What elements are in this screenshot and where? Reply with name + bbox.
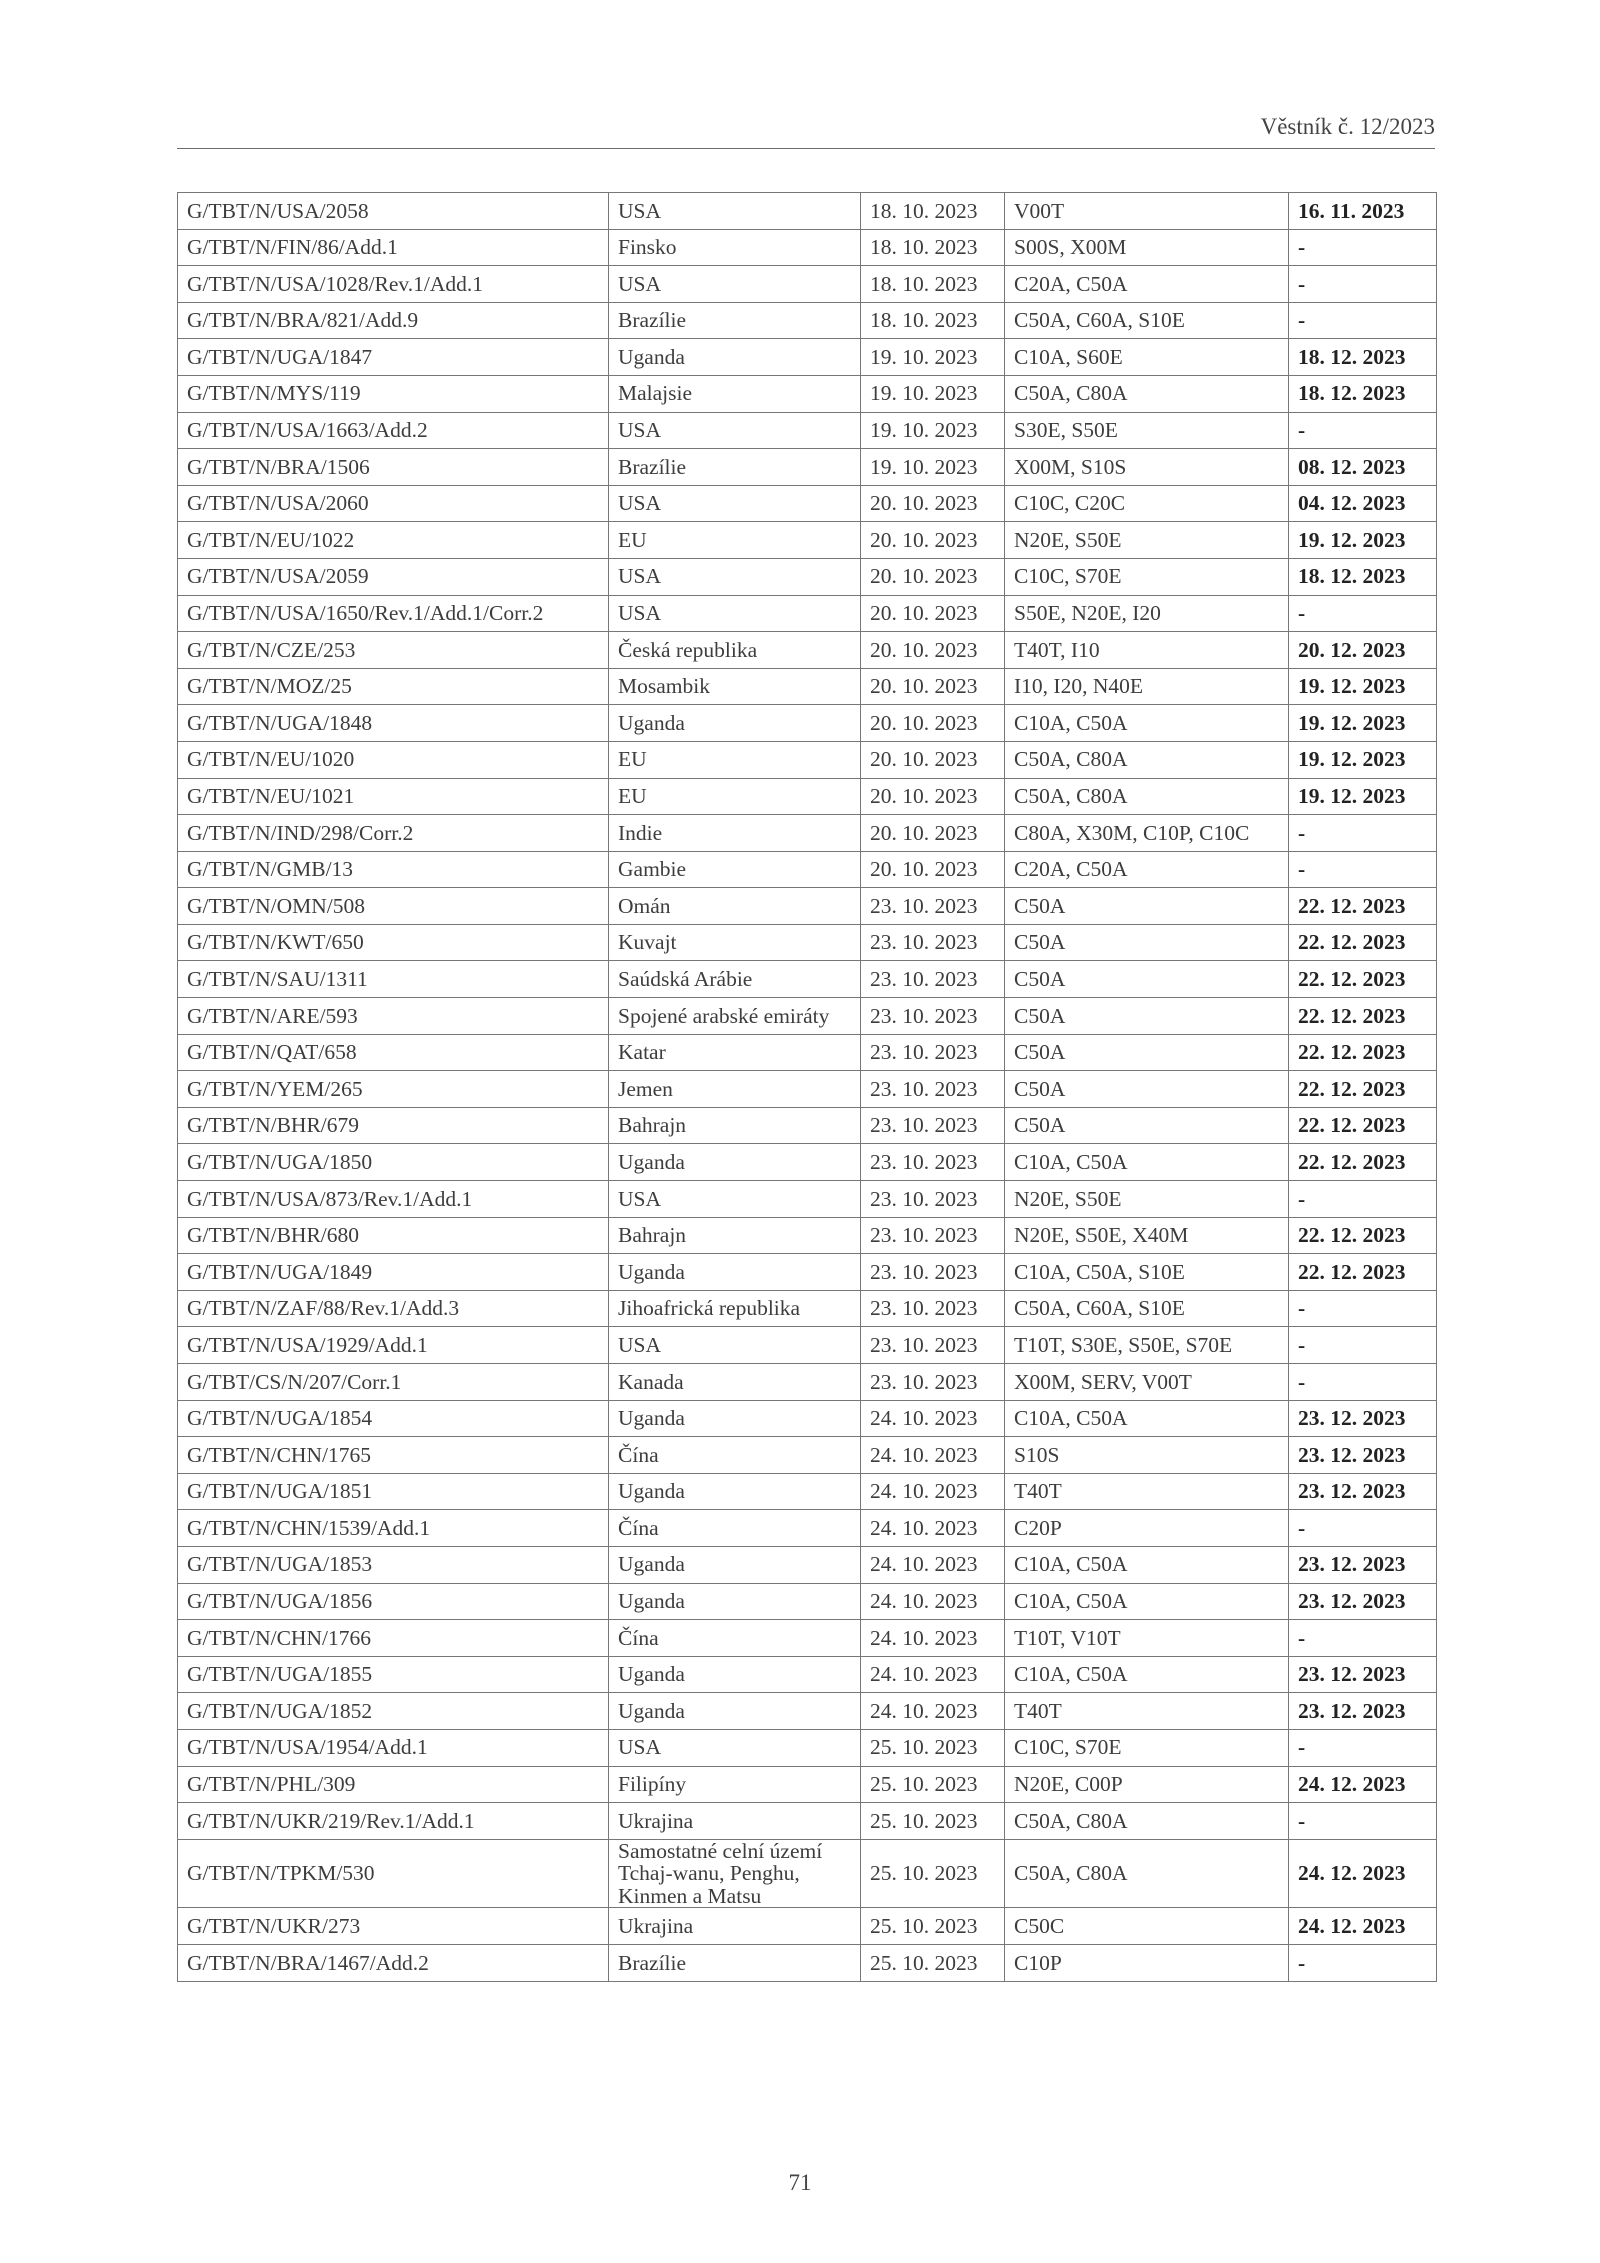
product-codes: C50C [1005,1908,1289,1945]
comment-deadline: 23. 12. 2023 [1289,1400,1437,1437]
notification-date: 19. 10. 2023 [861,375,1005,412]
product-codes: C10A, C50A [1005,1144,1289,1181]
table-row [178,1327,1437,1364]
product-codes: X00M, SERV, V00T [1005,1364,1289,1401]
notifying-country: Kuvajt [609,924,861,961]
product-codes: C10P [1005,1945,1289,1982]
notification-date: 24. 10. 2023 [861,1656,1005,1693]
comment-deadline: 22. 12. 2023 [1289,998,1437,1035]
table-row [178,1656,1437,1693]
notification-date: 24. 10. 2023 [861,1546,1005,1583]
notification-date: 20. 10. 2023 [861,815,1005,852]
comment-deadline: - [1289,1803,1437,1840]
product-codes: T10T, S30E, S50E, S70E [1005,1327,1289,1364]
table-row [178,1546,1437,1583]
notification-symbol: G/TBT/N/FIN/86/Add.1 [178,229,609,266]
product-codes: C80A, X30M, C10P, C10C [1005,815,1289,852]
notifying-country: USA [609,595,861,632]
product-codes: V00T [1005,193,1289,230]
table-row [178,668,1437,705]
comment-deadline: - [1289,266,1437,303]
notifying-country: USA [609,1181,861,1218]
notification-symbol: G/TBT/N/CHN/1765 [178,1437,609,1474]
comment-deadline: - [1289,1327,1437,1364]
notification-date: 23. 10. 2023 [861,888,1005,925]
notification-symbol: G/TBT/N/USA/2060 [178,485,609,522]
notification-date: 18. 10. 2023 [861,229,1005,266]
comment-deadline: 23. 12. 2023 [1289,1583,1437,1620]
product-codes: S10S [1005,1437,1289,1474]
notifying-country: Uganda [609,1144,861,1181]
page-header [177,108,1435,149]
notification-symbol: G/TBT/N/QAT/658 [178,1034,609,1071]
table-row [178,1766,1437,1803]
notifying-country: USA [609,412,861,449]
notifying-country: USA [609,1327,861,1364]
product-codes: C50A [1005,1034,1289,1071]
table-row [178,1290,1437,1327]
notifying-country: Gambie [609,851,861,888]
notification-symbol: G/TBT/N/PHL/309 [178,1766,609,1803]
notification-symbol: G/TBT/N/CHN/1539/Add.1 [178,1510,609,1547]
notifying-country: Indie [609,815,861,852]
notifying-country: EU [609,778,861,815]
table-row [178,924,1437,961]
notification-date: 20. 10. 2023 [861,741,1005,778]
table-row [178,778,1437,815]
notification-date: 19. 10. 2023 [861,412,1005,449]
comment-deadline: 04. 12. 2023 [1289,485,1437,522]
notifications-table [177,192,1437,1982]
notification-date: 23. 10. 2023 [861,1144,1005,1181]
product-codes: C20A, C50A [1005,851,1289,888]
notification-symbol: G/TBT/N/UGA/1849 [178,1254,609,1291]
notification-date: 23. 10. 2023 [861,998,1005,1035]
table-row [178,1908,1437,1945]
notifying-country: EU [609,741,861,778]
notifying-country: USA [609,266,861,303]
notification-symbol: G/TBT/N/EU/1022 [178,522,609,559]
notification-symbol: G/TBT/N/UGA/1852 [178,1693,609,1730]
product-codes: S50E, N20E, I20 [1005,595,1289,632]
notification-date: 25. 10. 2023 [861,1803,1005,1840]
comment-deadline: 22. 12. 2023 [1289,1254,1437,1291]
product-codes: C50A [1005,998,1289,1035]
table-row [178,1364,1437,1401]
notification-symbol: G/TBT/N/EU/1020 [178,741,609,778]
notifying-country: Česká republika [609,632,861,669]
comment-deadline: 22. 12. 2023 [1289,1071,1437,1108]
comment-deadline: 22. 12. 2023 [1289,1107,1437,1144]
notification-date: 20. 10. 2023 [861,485,1005,522]
comment-deadline: 24. 12. 2023 [1289,1839,1437,1908]
product-codes: C50A, C80A [1005,1839,1289,1908]
notification-date: 24. 10. 2023 [861,1400,1005,1437]
notification-symbol: G/TBT/N/BRA/821/Add.9 [178,302,609,339]
notification-date: 23. 10. 2023 [861,924,1005,961]
table-row [178,1437,1437,1474]
notification-date: 23. 10. 2023 [861,961,1005,998]
product-codes: C50A [1005,888,1289,925]
table-row [178,558,1437,595]
notification-symbol: G/TBT/N/UGA/1850 [178,1144,609,1181]
comment-deadline: - [1289,1364,1437,1401]
product-codes: T40T [1005,1693,1289,1730]
notification-symbol: G/TBT/N/BRA/1506 [178,449,609,486]
product-codes: C20P [1005,1510,1289,1547]
notifying-country: Spojené arabské emiráty [609,998,861,1035]
table-row [178,302,1437,339]
notifying-country: Uganda [609,1254,861,1291]
notification-symbol: G/TBT/N/EU/1021 [178,778,609,815]
product-codes: S30E, S50E [1005,412,1289,449]
notification-symbol: G/TBT/N/UGA/1851 [178,1473,609,1510]
notification-date: 20. 10. 2023 [861,632,1005,669]
table-row [178,1803,1437,1840]
table-row [178,1583,1437,1620]
notification-symbol: G/TBT/N/BRA/1467/Add.2 [178,1945,609,1982]
comment-deadline: - [1289,595,1437,632]
product-codes: T40T [1005,1473,1289,1510]
product-codes: C20A, C50A [1005,266,1289,303]
notification-symbol: G/TBT/N/UGA/1853 [178,1546,609,1583]
notification-symbol: G/TBT/N/USA/2058 [178,193,609,230]
notifying-country: Jemen [609,1071,861,1108]
notification-symbol: G/TBT/N/UKR/273 [178,1908,609,1945]
notification-symbol: G/TBT/N/CHN/1766 [178,1620,609,1657]
notification-date: 20. 10. 2023 [861,558,1005,595]
table-row [178,193,1437,230]
comment-deadline: - [1289,1729,1437,1766]
notifying-country: Malajsie [609,375,861,412]
comment-deadline: 19. 12. 2023 [1289,741,1437,778]
notification-symbol: G/TBT/N/UGA/1848 [178,705,609,742]
product-codes: C10A, C50A [1005,705,1289,742]
notifying-country: Bahrajn [609,1217,861,1254]
comment-deadline: 23. 12. 2023 [1289,1473,1437,1510]
notification-date: 23. 10. 2023 [861,1254,1005,1291]
notifying-country: Uganda [609,1693,861,1730]
notification-symbol: G/TBT/N/YEM/265 [178,1071,609,1108]
table-row [178,266,1437,303]
comment-deadline: 23. 12. 2023 [1289,1693,1437,1730]
notification-symbol: G/TBT/N/MOZ/25 [178,668,609,705]
table-row [178,339,1437,376]
notification-date: 25. 10. 2023 [861,1908,1005,1945]
table-row [178,449,1437,486]
notification-symbol: G/TBT/N/UGA/1854 [178,1400,609,1437]
notifying-country: Ukrajina [609,1908,861,1945]
notification-date: 23. 10. 2023 [861,1290,1005,1327]
notification-date: 23. 10. 2023 [861,1107,1005,1144]
comment-deadline: 22. 12. 2023 [1289,1034,1437,1071]
notification-symbol: G/TBT/N/MYS/119 [178,375,609,412]
product-codes: T40T, I10 [1005,632,1289,669]
notification-date: 24. 10. 2023 [861,1693,1005,1730]
comment-deadline: 18. 12. 2023 [1289,558,1437,595]
product-codes: C10A, S60E [1005,339,1289,376]
table-row [178,961,1437,998]
product-codes: C10C, C20C [1005,485,1289,522]
product-codes: I10, I20, N40E [1005,668,1289,705]
table-row [178,229,1437,266]
comment-deadline: 08. 12. 2023 [1289,449,1437,486]
table-row [178,888,1437,925]
comment-deadline: 24. 12. 2023 [1289,1908,1437,1945]
notifying-country: Brazílie [609,302,861,339]
table-row [178,485,1437,522]
product-codes: C10A, C50A [1005,1400,1289,1437]
comment-deadline: 16. 11. 2023 [1289,193,1437,230]
notifying-country: Saúdská Arábie [609,961,861,998]
notifying-country: Čína [609,1510,861,1547]
notification-date: 18. 10. 2023 [861,302,1005,339]
notifying-country: Katar [609,1034,861,1071]
table-row [178,1144,1437,1181]
notification-date: 25. 10. 2023 [861,1839,1005,1908]
notification-symbol: G/TBT/N/IND/298/Corr.2 [178,815,609,852]
comment-deadline: 18. 12. 2023 [1289,375,1437,412]
notifying-country: Čína [609,1437,861,1474]
notifying-country: Uganda [609,1583,861,1620]
table-row [178,1254,1437,1291]
notification-date: 23. 10. 2023 [861,1071,1005,1108]
product-codes: C50A, C80A [1005,1803,1289,1840]
notifying-country: Finsko [609,229,861,266]
notification-date: 25. 10. 2023 [861,1729,1005,1766]
page-number: 71 [788,2170,812,2195]
notification-symbol: G/TBT/N/ARE/593 [178,998,609,1035]
product-codes: N20E, C00P [1005,1766,1289,1803]
comment-deadline: - [1289,815,1437,852]
comment-deadline: 19. 12. 2023 [1289,668,1437,705]
notification-symbol: G/TBT/CS/N/207/Corr.1 [178,1364,609,1401]
comment-deadline: 24. 12. 2023 [1289,1766,1437,1803]
notification-symbol: G/TBT/N/UGA/1855 [178,1656,609,1693]
product-codes: C50A, C60A, S10E [1005,1290,1289,1327]
comment-deadline: 23. 12. 2023 [1289,1656,1437,1693]
product-codes: N20E, S50E, X40M [1005,1217,1289,1254]
table-row [178,1217,1437,1254]
table-row [178,851,1437,888]
product-codes: C10C, S70E [1005,558,1289,595]
comment-deadline: 23. 12. 2023 [1289,1437,1437,1474]
notifying-country: USA [609,193,861,230]
notification-date: 20. 10. 2023 [861,705,1005,742]
notification-date: 24. 10. 2023 [861,1473,1005,1510]
notification-date: 19. 10. 2023 [861,339,1005,376]
table-row [178,1107,1437,1144]
table-row [178,1181,1437,1218]
notification-symbol: G/TBT/N/UKR/219/Rev.1/Add.1 [178,1803,609,1840]
table-row [178,595,1437,632]
notification-date: 23. 10. 2023 [861,1034,1005,1071]
table-row [178,1620,1437,1657]
comment-deadline: 22. 12. 2023 [1289,888,1437,925]
notification-date: 23. 10. 2023 [861,1217,1005,1254]
notification-symbol: G/TBT/N/USA/1663/Add.2 [178,412,609,449]
notification-symbol: G/TBT/N/SAU/1311 [178,961,609,998]
product-codes: T10T, V10T [1005,1620,1289,1657]
product-codes: X00M, S10S [1005,449,1289,486]
notifying-country: Čína [609,1620,861,1657]
notifying-country: Brazílie [609,449,861,486]
comment-deadline: - [1289,1510,1437,1547]
notification-date: 18. 10. 2023 [861,193,1005,230]
product-codes: C50A, C80A [1005,778,1289,815]
notification-date: 24. 10. 2023 [861,1620,1005,1657]
notification-symbol: G/TBT/N/TPKM/530 [178,1839,609,1908]
notifying-country: Uganda [609,1473,861,1510]
notification-symbol: G/TBT/N/USA/1929/Add.1 [178,1327,609,1364]
notifying-country: Uganda [609,1400,861,1437]
product-codes: N20E, S50E [1005,1181,1289,1218]
notifying-country: Uganda [609,1656,861,1693]
notification-date: 24. 10. 2023 [861,1437,1005,1474]
notifying-country: USA [609,485,861,522]
notification-date: 24. 10. 2023 [861,1510,1005,1547]
notifying-country: Kanada [609,1364,861,1401]
comment-deadline: 22. 12. 2023 [1289,961,1437,998]
notifying-country: Jihoafrická republika [609,1290,861,1327]
notification-symbol: G/TBT/N/USA/1028/Rev.1/Add.1 [178,266,609,303]
comment-deadline: - [1289,1181,1437,1218]
notification-symbol: G/TBT/N/BHR/679 [178,1107,609,1144]
table-row [178,1473,1437,1510]
table-row [178,741,1437,778]
comment-deadline: 22. 12. 2023 [1289,924,1437,961]
notifying-country: Samostatné celní území Tchaj-wanu, Penghu, Kinmen a Matsu [609,1839,861,1908]
product-codes: S00S, X00M [1005,229,1289,266]
notification-date: 19. 10. 2023 [861,449,1005,486]
table-row [178,522,1437,559]
notifying-country: Filipíny [609,1766,861,1803]
product-codes: C10C, S70E [1005,1729,1289,1766]
product-codes: C50A [1005,1071,1289,1108]
product-codes: N20E, S50E [1005,522,1289,559]
notification-symbol: G/TBT/N/USA/1954/Add.1 [178,1729,609,1766]
notifying-country: Omán [609,888,861,925]
notifying-country: EU [609,522,861,559]
notifying-country: USA [609,558,861,595]
notification-symbol: G/TBT/N/ZAF/88/Rev.1/Add.3 [178,1290,609,1327]
notification-date: 20. 10. 2023 [861,851,1005,888]
comment-deadline: - [1289,229,1437,266]
notification-symbol: G/TBT/N/GMB/13 [178,851,609,888]
notification-date: 23. 10. 2023 [861,1364,1005,1401]
notifying-country: Uganda [609,705,861,742]
product-codes: C50A [1005,961,1289,998]
notification-symbol: G/TBT/N/CZE/253 [178,632,609,669]
notification-date: 23. 10. 2023 [861,1181,1005,1218]
notifying-country: Brazílie [609,1945,861,1982]
notification-symbol: G/TBT/N/USA/1650/Rev.1/Add.1/Corr.2 [178,595,609,632]
bulletin-title: Věstník č. 12/2023 [1260,114,1435,139]
notification-symbol: G/TBT/N/BHR/680 [178,1217,609,1254]
notification-date: 20. 10. 2023 [861,668,1005,705]
table-row [178,1945,1437,1982]
notification-date: 18. 10. 2023 [861,266,1005,303]
notification-date: 25. 10. 2023 [861,1766,1005,1803]
notification-symbol: G/TBT/N/OMN/508 [178,888,609,925]
comment-deadline: - [1289,1620,1437,1657]
product-codes: C50A, C60A, S10E [1005,302,1289,339]
notification-date: 20. 10. 2023 [861,522,1005,559]
comment-deadline: 19. 12. 2023 [1289,705,1437,742]
table-row [178,1071,1437,1108]
table-row [178,1693,1437,1730]
table-row [178,1400,1437,1437]
comment-deadline: 23. 12. 2023 [1289,1546,1437,1583]
notification-symbol: G/TBT/N/KWT/650 [178,924,609,961]
comment-deadline: 22. 12. 2023 [1289,1144,1437,1181]
table-row [178,375,1437,412]
notifying-country: Uganda [609,1546,861,1583]
product-codes: C50A [1005,924,1289,961]
table-row [178,1729,1437,1766]
notification-date: 24. 10. 2023 [861,1583,1005,1620]
table-row [178,1510,1437,1547]
notifying-country: Mosambik [609,668,861,705]
notification-symbol: G/TBT/N/USA/873/Rev.1/Add.1 [178,1181,609,1218]
product-codes: C50A, C80A [1005,741,1289,778]
notification-symbol: G/TBT/N/UGA/1847 [178,339,609,376]
notifying-country: Bahrajn [609,1107,861,1144]
product-codes: C10A, C50A [1005,1656,1289,1693]
comment-deadline: 19. 12. 2023 [1289,778,1437,815]
table-row [178,815,1437,852]
comment-deadline: - [1289,1945,1437,1982]
comment-deadline: 19. 12. 2023 [1289,522,1437,559]
table-row [178,705,1437,742]
notification-date: 23. 10. 2023 [861,1327,1005,1364]
comment-deadline: - [1289,851,1437,888]
notifying-country: Uganda [609,339,861,376]
product-codes: C10A, C50A [1005,1583,1289,1620]
notifying-country: USA [609,1729,861,1766]
comment-deadline: - [1289,412,1437,449]
table-row [178,632,1437,669]
table-row [178,412,1437,449]
product-codes: C50A, C80A [1005,375,1289,412]
table-row [178,1034,1437,1071]
notifications-table-body [178,193,1437,1982]
comment-deadline: 18. 12. 2023 [1289,339,1437,376]
notification-date: 20. 10. 2023 [861,595,1005,632]
comment-deadline: - [1289,1290,1437,1327]
notification-symbol: G/TBT/N/UGA/1856 [178,1583,609,1620]
comment-deadline: 20. 12. 2023 [1289,632,1437,669]
table-row [178,1839,1437,1908]
notification-date: 20. 10. 2023 [861,778,1005,815]
notification-date: 25. 10. 2023 [861,1945,1005,1982]
product-codes: C50A [1005,1107,1289,1144]
comment-deadline: 22. 12. 2023 [1289,1217,1437,1254]
product-codes: C10A, C50A [1005,1546,1289,1583]
table-row [178,998,1437,1035]
product-codes: C10A, C50A, S10E [1005,1254,1289,1291]
notifying-country: Ukrajina [609,1803,861,1840]
comment-deadline: - [1289,302,1437,339]
notification-symbol: G/TBT/N/USA/2059 [178,558,609,595]
